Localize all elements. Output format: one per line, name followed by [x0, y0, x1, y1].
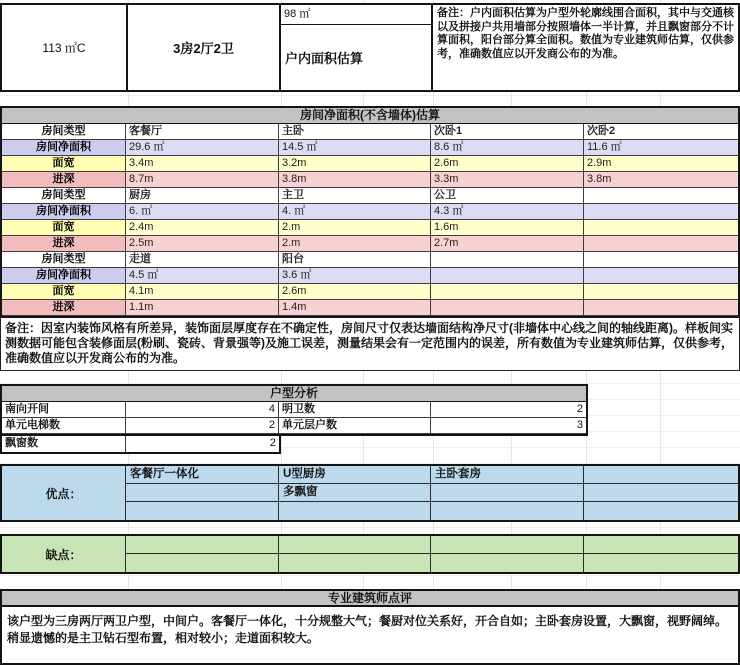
row-label: 房间净面积: [2, 140, 126, 156]
inner-area-label: 户内面积估算: [285, 51, 364, 66]
room-depth-cell: 2.m: [279, 236, 431, 252]
area-note: 备注：户内面积估算为户型外轮廓线围合面积，其中与交通核以及拼接户共用墙部分按照墙体一半计算，并且飘窗部分不计算面积，阳台部分算全面积。数值为专业建筑师估算，仅供参考，准确数值应以开发商公布的为准。: [431, 5, 738, 90]
architect-review-title: 专业建筑师点评: [0, 589, 740, 607]
room-width-cell: 3.2m: [279, 156, 431, 172]
room-width-cell: 4.1m: [126, 284, 279, 300]
room-depth-cell: 3.3m: [431, 172, 584, 188]
room-type-cell: 主卫: [279, 188, 431, 204]
room-width-cell: [584, 284, 738, 300]
room-area-cell: 4.5 ㎡: [126, 268, 279, 284]
pros-label: 优点：: [2, 466, 126, 520]
cons-cell: [431, 536, 584, 554]
unit-summary-table: [0, 3, 740, 92]
room-depth-cell: 1.4m: [279, 300, 431, 316]
unit-analysis-section: [0, 384, 588, 454]
room-depth-cell: 2.7m: [431, 236, 584, 252]
cons-cell: [431, 554, 584, 572]
room-type-cell: [584, 252, 738, 268]
room-area-cell: [431, 268, 584, 284]
room-area-cell: 8.6 ㎡: [431, 140, 584, 156]
row-label: 面宽: [2, 156, 126, 172]
room-width-cell: 3.4m: [126, 156, 279, 172]
room-depth-cell: 3.8m: [584, 172, 738, 188]
analysis-label: 单元电梯数: [2, 418, 126, 434]
room-width-cell: 2.6m: [279, 284, 431, 300]
row-label: 房间净面积: [2, 204, 126, 220]
row-label: 房间净面积: [2, 268, 126, 284]
analysis-value: 3: [431, 418, 586, 434]
room-type-cell: 厨房: [126, 188, 279, 204]
room-width-cell: 2.9m: [584, 156, 738, 172]
room-area-cell: 14.5 ㎡: [279, 140, 431, 156]
room-type-cell: 主卧: [279, 124, 431, 140]
room-area-cell: 6. ㎡: [126, 204, 279, 220]
room-area-table: [0, 106, 740, 318]
room-area-cell: 11.6 ㎡: [584, 140, 738, 156]
room-width-cell: 1.6m: [431, 220, 584, 236]
room-area-cell: 3.6 ㎡: [279, 268, 431, 284]
room-type-cell: 次卧1: [431, 124, 584, 140]
analysis-label: 飘窗数: [2, 436, 126, 452]
room-depth-cell: 8.7m: [126, 172, 279, 188]
room-type-cell: 次卧2: [584, 124, 738, 140]
row-label: 房间类型: [2, 252, 126, 268]
row-label: 进深: [2, 236, 126, 252]
room-area-cell: 29.6 ㎡: [126, 140, 279, 156]
room-type-cell: 客餐厅: [126, 124, 279, 140]
pros-cell: [431, 502, 584, 520]
room-depth-cell: 2.5m: [126, 236, 279, 252]
architect-review-text: 该户型为三房两厅两卫户型，中间户。客餐厅一体化，十分规整大气；餐厨对位关系好，开合自如；主卧套房设置，大飘窗，视野阔绰。稍显遗憾的是主卫钻石型布置，相对较小；走道面积较大。: [0, 607, 740, 665]
pros-cell: [126, 484, 279, 502]
room-type-cell: [431, 252, 584, 268]
cons-cell: [126, 536, 279, 554]
room-width-cell: 2.6m: [431, 156, 584, 172]
analysis-label: 单元层户数: [279, 418, 431, 434]
pros-cell: U型厨房: [279, 466, 431, 484]
room-type-cell: [584, 188, 738, 204]
row-label: 面宽: [2, 220, 126, 236]
pros-cell: [279, 502, 431, 520]
cons-cell: [126, 554, 279, 572]
room-depth-cell: [584, 300, 738, 316]
unit-layout-cell: [126, 5, 279, 90]
cons-cell: [279, 554, 431, 572]
room-area-cell: [584, 268, 738, 284]
row-label: 房间类型: [2, 124, 126, 140]
room-area-table-title: 房间净面积(不含墙体)估算: [2, 108, 738, 124]
room-width-cell: [584, 220, 738, 236]
analysis-value: 4: [126, 402, 279, 418]
cons-cell: [584, 536, 738, 554]
row-label: 面宽: [2, 284, 126, 300]
unit-layout-value: 3房2厅2卫: [173, 41, 234, 56]
room-width-cell: [431, 284, 584, 300]
pros-cell: 主卧套房: [431, 466, 584, 484]
analysis-value: 2: [126, 418, 279, 434]
row-label: 进深: [2, 300, 126, 316]
pros-cell: [431, 484, 584, 502]
room-width-cell: 2.4m: [126, 220, 279, 236]
room-area-cell: 4.3 ㎡: [431, 204, 584, 220]
pros-cell: 多飘窗: [279, 484, 431, 502]
cons-cell: [279, 536, 431, 554]
analysis-label: 明卫数: [279, 402, 431, 418]
room-area-cell: 4. ㎡: [279, 204, 431, 220]
pros-cell: [126, 502, 279, 520]
measurement-note: 备注：因室内装饰风格有所差异，装饰面层厚度存在不确定性，房间尺寸仅表达墙面结构净尺寸(非墙体中心线之间的轴线距离)。样板间实测数据可能包含装修面层(粉刷、瓷砖、背景强等)及施工误差，测量结果会有一定范围内的误差，所有数值为专业建筑师估算，仅供参考，准确数值应以开发商公布的为准。: [0, 318, 740, 371]
pros-cell: [584, 484, 738, 502]
unit-analysis-title: 户型分析: [2, 386, 586, 402]
analysis-label: 南向开间: [2, 402, 126, 418]
unit-area-value: 113 ㎡C: [42, 41, 86, 55]
room-area-cell: [584, 204, 738, 220]
room-depth-cell: 3.8m: [279, 172, 431, 188]
unit-area-cell: [2, 5, 126, 90]
row-label: 进深: [2, 172, 126, 188]
pros-cell: [584, 466, 738, 484]
pros-cell: [584, 502, 738, 520]
room-type-cell: 公卫: [431, 188, 584, 204]
room-depth-cell: 1.1m: [126, 300, 279, 316]
pros-table: [0, 464, 740, 522]
pros-cell: 客餐厅一体化: [126, 466, 279, 484]
room-depth-cell: [431, 300, 584, 316]
cons-table: [0, 534, 740, 574]
cons-label: 缺点：: [2, 536, 126, 572]
room-type-cell: 阳台: [279, 252, 431, 268]
inner-area-value: 98 ㎡: [281, 5, 431, 25]
room-depth-cell: [584, 236, 738, 252]
room-type-cell: 走道: [126, 252, 279, 268]
row-label: 房间类型: [2, 188, 126, 204]
analysis-value: 2: [269, 437, 276, 449]
analysis-value: 2: [431, 402, 586, 418]
room-width-cell: 2.m: [279, 220, 431, 236]
inner-area-cell: [279, 5, 431, 90]
cons-cell: [584, 554, 738, 572]
